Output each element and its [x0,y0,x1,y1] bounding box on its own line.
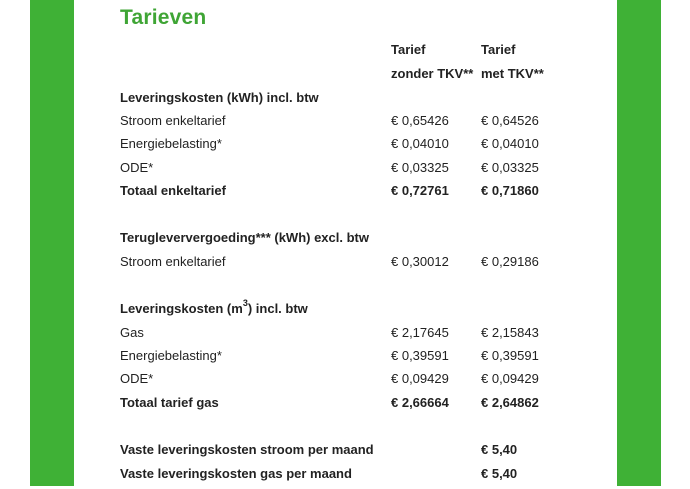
section-heading-stroom [120,90,600,113]
row-value-met: € 0,29186 [481,254,539,269]
row-label: Energiebelasting* [120,136,222,151]
fixed-cost-label: Vaste leveringskosten gas per maand [120,466,352,481]
table-row [120,254,600,277]
table-row [120,113,600,136]
total-value-zonder: € 2,66664 [391,395,449,410]
row-value-zonder: € 2,17645 [391,325,449,340]
table-row [120,348,600,371]
heading-text-pre: Leveringskosten (m [120,301,243,316]
row-value-met: € 0,64526 [481,113,539,128]
row-value-zonder: € 0,03325 [391,160,449,175]
section-heading-label [120,298,308,316]
row-label: ODE* [120,160,154,175]
heading-superscript: 3 [242,298,248,308]
total-value-zonder: € 0,72761 [391,183,449,198]
row-label: ODE* [120,371,154,386]
row-value-met: € 0,04010 [481,136,539,151]
section-heading-label: Terugleververgoeding*** (kWh) excl. btw [120,230,369,245]
total-row-gas [120,395,600,418]
fixed-cost-row-stroom [120,442,600,465]
row-value-met: € 0,39591 [481,348,539,363]
table-header-row [120,42,600,65]
header-col-met-line2: met TKV** [481,66,544,81]
page-title: Tarieven [120,6,207,29]
row-label: Energiebelasting* [120,348,222,363]
row-label: Stroom enkeltarief [120,254,226,269]
total-label: Totaal tarief gas [120,395,219,410]
fixed-cost-value: € 5,40 [481,466,518,481]
table-row [120,136,600,159]
header-col-met-line1: Tarief [481,42,516,57]
section-heading-teruglevering [120,230,600,253]
row-value-met: € 0,03325 [481,160,539,175]
header-col-zonder-line1: Tarief [391,42,426,57]
row-value-zonder: € 0,39591 [391,348,449,363]
row-value-zonder: € 0,04010 [391,136,449,151]
table-row [120,160,600,183]
total-value-met: € 2,64862 [481,395,539,410]
header-col-zonder-line2: zonder TKV** [391,66,474,81]
heading-text-post: ) incl. btw [247,301,308,316]
total-row-stroom [120,183,600,206]
fixed-cost-value: € 5,40 [481,442,518,457]
row-value-met: € 2,15843 [481,325,539,340]
row-value-zonder: € 0,09429 [391,371,449,386]
table-header-row-2 [120,66,600,89]
section-heading-gas [120,298,600,324]
left-green-border [30,0,74,486]
fixed-cost-label: Vaste leveringskosten stroom per maand [120,442,374,457]
row-label: Gas [120,325,144,340]
row-label: Stroom enkeltarief [120,113,226,128]
table-row [120,371,600,394]
right-green-border [617,0,661,486]
total-label: Totaal enkeltarief [120,183,226,198]
section-heading-label: Leveringskosten (kWh) incl. btw [120,90,319,105]
row-value-zonder: € 0,65426 [391,113,449,128]
row-value-zonder: € 0,30012 [391,254,449,269]
table-row [120,325,600,348]
total-value-met: € 0,71860 [481,183,539,198]
row-value-met: € 0,09429 [481,371,539,386]
